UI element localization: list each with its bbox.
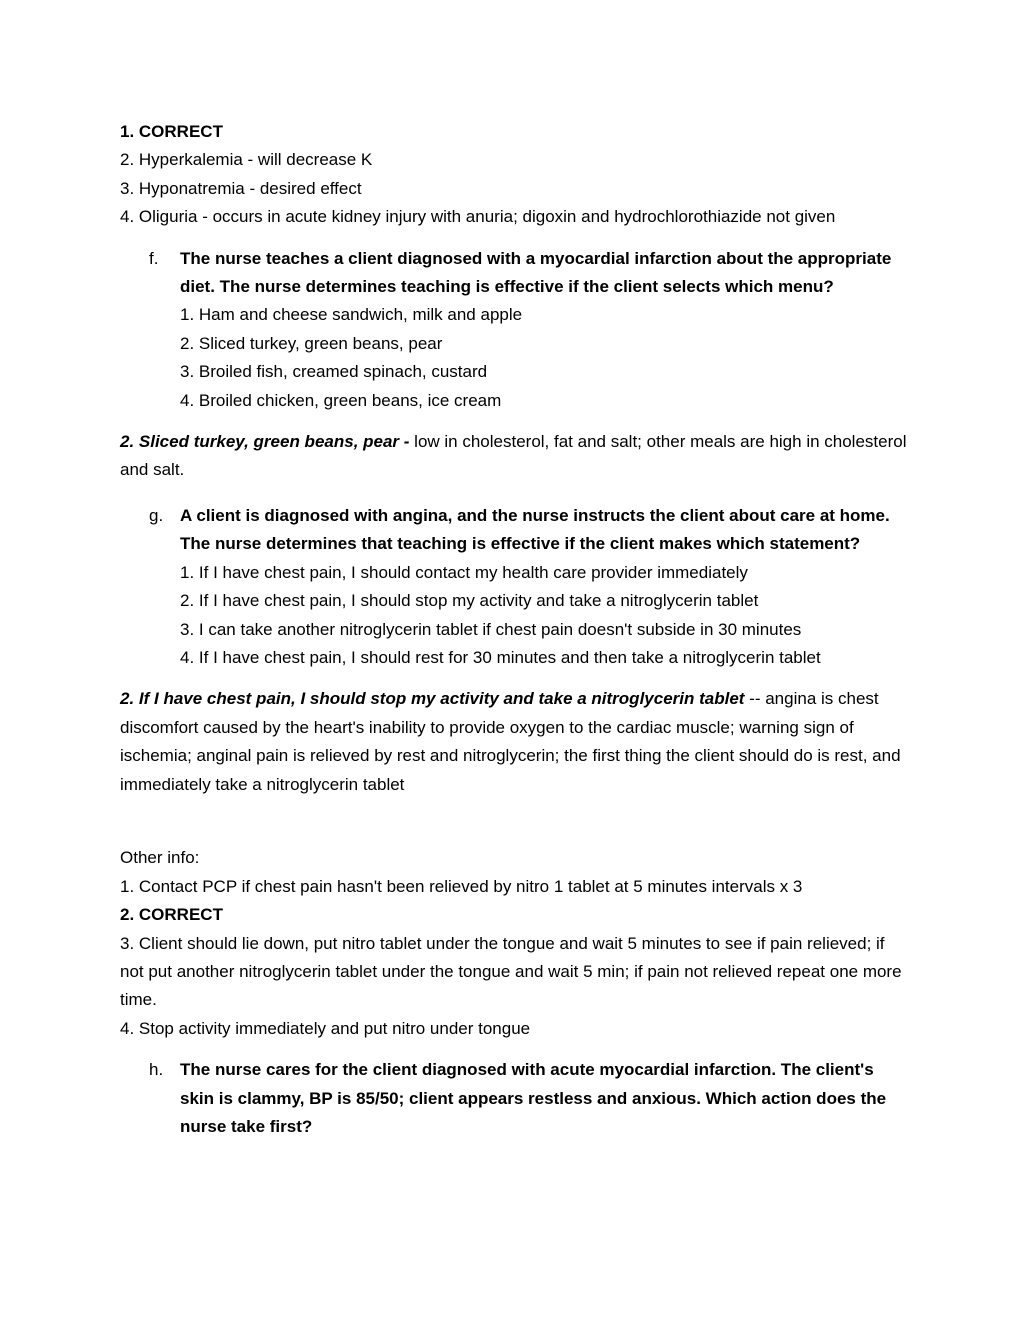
option-item: 4. Broiled chicken, green beans, ice cream (180, 390, 502, 410)
question-stem: The nurse teaches a client diagnosed with a myocardial infarction about the appropriate diet. The nurse determines teaching is effective if the client selects which menu? (180, 248, 892, 297)
answer-f-paragraph (120, 428, 910, 485)
option-item: 3. Broiled fish, creamed spinach, custard (180, 362, 488, 382)
option-item: 1. Ham and cheese sandwich, milk and apple (180, 305, 523, 325)
option-item: 3. I can take another nitroglycerin tablet if chest pain doesn't subside in 30 minutes (180, 619, 802, 639)
answer-g-paragraph (120, 685, 910, 799)
question-letter: g. (149, 505, 164, 525)
option-item: 1. If I have chest pain, I should contact my health care provider immediately (180, 562, 748, 582)
other-info-item: 1. Contact PCP if chest pain hasn't been relieved by nitro 1 tablet at 5 minutes intervals x 3 (120, 876, 803, 896)
other-info-block (120, 844, 910, 1043)
answer-rationale: -- angina is chest discomfort caused by the heart's inability to provide oxygen to the cardiac muscle; warning sign of ischemia; anginal pain is relieved by rest and nitroglycerin; the first thing the client should do is rest, and immediately take a nitroglycerin tablet (120, 689, 901, 794)
answer-line-correct: 1. CORRECT (120, 122, 223, 141)
other-info-item: 4. Stop activity immediately and put nitro under tongue (120, 1018, 531, 1038)
answer-block-e (120, 118, 910, 232)
answer-rationale: low in cholesterol, fat and salt; other meals are high in cholesterol and salt. (120, 432, 907, 480)
answer-line: 3. Hyponatremia - desired effect (120, 178, 362, 198)
option-item: 2. If I have chest pain, I should stop my activity and take a nitroglycerin tablet (180, 591, 759, 611)
answer-lead: 2. If I have chest pain, I should stop my activity and take a nitroglycerin tablet (120, 689, 745, 709)
blank-line (120, 816, 910, 844)
question-h (120, 1056, 910, 1141)
other-info-item: 3. Client should lie down, put nitro tablet under the tongue and wait 5 minutes to see if pain relieved; if not put another nitroglycerin tablet under the tongue and wait 5 min; if pain not relieved repeat one more time. (120, 933, 902, 1010)
question-letter: h. (149, 1060, 164, 1080)
answer-line: 2. Hyperkalemia - will decrease K (120, 150, 373, 170)
question-g (120, 502, 910, 672)
question-letter: f. (149, 248, 159, 268)
question-stem: The nurse cares for the client diagnosed with acute myocardial infarction. The client's skin is clammy, BP is 85/50; client appears restless and anxious. Which action does the nurse take first? (180, 1060, 887, 1136)
answer-lead: 2. Sliced turkey, green beans, pear - (120, 432, 410, 452)
question-stem: A client is diagnosed with angina, and the nurse instructs the client about care at home. The nurse determines that teaching is effective if the client makes which statement? (180, 505, 890, 554)
option-item: 4. If I have chest pain, I should rest for 30 minutes and then take a nitroglycerin tablet (180, 647, 821, 667)
other-info-heading: Other info: (120, 848, 200, 868)
question-f (120, 245, 910, 415)
answer-line: 4. Oliguria - occurs in acute kidney injury with anuria; digoxin and hydrochlorothiazide not given (120, 207, 836, 227)
option-list (180, 559, 910, 673)
other-info-item-correct: 2. CORRECT (120, 905, 223, 925)
option-list (180, 301, 910, 415)
option-item: 2. Sliced turkey, green beans, pear (180, 333, 443, 353)
document-page (120, 118, 910, 1141)
